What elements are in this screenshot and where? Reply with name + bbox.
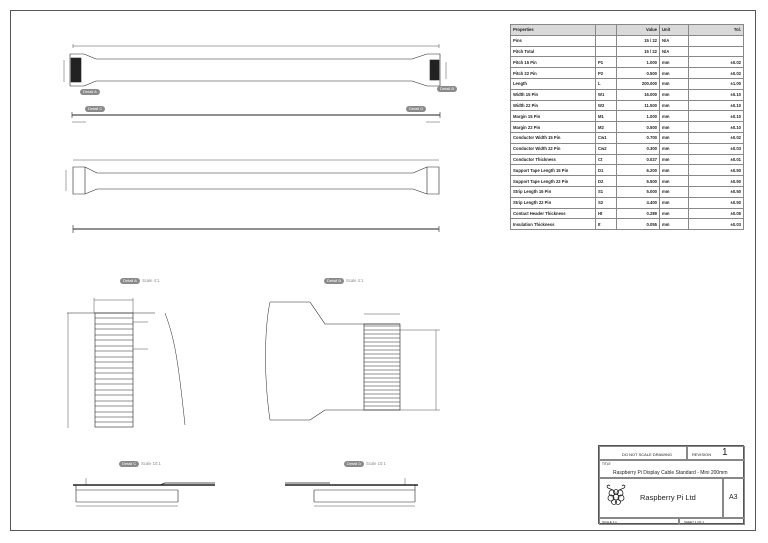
detail-d-drawing <box>285 478 418 506</box>
table-row <box>511 46 744 57</box>
cell-sym: L <box>596 78 617 89</box>
cell-unit: N/A <box>660 35 689 46</box>
cell-value: 6.200 <box>617 165 660 176</box>
cell-name: Support Tape Length 22 Pin <box>511 176 596 187</box>
table-row <box>511 89 744 100</box>
cell-name: Strip Length 15 Pin <box>511 186 596 197</box>
paper-size: A3 <box>729 494 738 501</box>
cell-sym <box>596 35 617 46</box>
cell-value: 15 / 22 <box>617 35 660 46</box>
detail-a-drawing <box>67 298 185 428</box>
header-tol: Tol. <box>689 25 744 36</box>
cell-unit: mm <box>660 68 689 79</box>
scale-text: SCALE 1:1 <box>602 520 617 524</box>
cell-value: 5.000 <box>617 186 660 197</box>
table-row <box>511 132 744 143</box>
cell-name: Conductor Thickness <box>511 154 596 165</box>
cell-sym: P1 <box>596 57 617 68</box>
cell-sym: Cw1 <box>596 132 617 143</box>
header-unit: Unit <box>660 25 689 36</box>
properties-table <box>510 24 744 230</box>
cell-tol: ±0.50 <box>689 186 744 197</box>
cell-name: Width 15 Pin <box>511 89 596 100</box>
cell-value: 200.000 <box>617 78 660 89</box>
table-row <box>511 186 744 197</box>
cell-unit: N/A <box>660 46 689 57</box>
detail-d-marker[interactable]: Detail D <box>406 106 426 112</box>
cell-name: Margin 22 Pin <box>511 122 596 133</box>
table-row <box>511 100 744 111</box>
cell-name: Conductor Width 15 Pin <box>511 132 596 143</box>
cell-unit: mm <box>660 57 689 68</box>
detail-b-scale: Scale 4:1 <box>346 278 364 283</box>
cell-name: Pitch 15 Pin <box>511 57 596 68</box>
cell-sym: S1 <box>596 186 617 197</box>
header-symbol <box>596 25 617 36</box>
title-block <box>598 445 744 524</box>
cell-unit: mm <box>660 154 689 165</box>
cell-unit: mm <box>660 208 689 219</box>
connector-15pin-left <box>71 58 81 82</box>
cell-sym: Cw2 <box>596 143 617 154</box>
cell-tol: ±0.02 <box>689 68 744 79</box>
cell-name: Pitch Total <box>511 46 596 57</box>
cell-sym: W1 <box>596 89 617 100</box>
cell-value: 16.000 <box>617 89 660 100</box>
cell-unit: mm <box>660 132 689 143</box>
cell-name: Contact Header Thickness <box>511 208 596 219</box>
detail-a-marker[interactable]: Detail A <box>80 89 100 95</box>
cell-tol: ±0.03 <box>689 219 744 230</box>
cell-tol: ±0.05 <box>689 208 744 219</box>
cell-sym: W2 <box>596 100 617 111</box>
cell-value: 0.300 <box>617 143 660 154</box>
cell-name: Conductor Width 22 Pin <box>511 143 596 154</box>
cell-value: 0.500 <box>617 122 660 133</box>
cell-tol <box>689 46 744 57</box>
cell-tol: ±0.03 <box>689 143 744 154</box>
cell-unit: mm <box>660 197 689 208</box>
cell-sym: S2 <box>596 197 617 208</box>
cell-sym: P2 <box>596 68 617 79</box>
cell-value: 0.055 <box>617 219 660 230</box>
cable-bottom-view <box>73 167 439 194</box>
cell-tol: ±0.50 <box>689 197 744 208</box>
detail-d-title: Detail D <box>344 461 364 467</box>
cell-sym: Ct <box>596 154 617 165</box>
cell-value: 11.500 <box>617 100 660 111</box>
detail-b-drawing <box>266 302 441 420</box>
cell-value: 0.700 <box>617 132 660 143</box>
revision-label: REVISION <box>692 452 712 457</box>
table-row <box>511 122 744 133</box>
cell-unit: mm <box>660 78 689 89</box>
cell-value: 1.000 <box>617 111 660 122</box>
cell-sym: Ht <box>596 208 617 219</box>
cell-name: Pitch 22 Pin <box>511 68 596 79</box>
cell-tol: ±0.01 <box>689 154 744 165</box>
table-row <box>511 111 744 122</box>
cell-unit: mm <box>660 176 689 187</box>
sheet-text: SHEET 1 OF 1 <box>684 520 704 524</box>
header-property: Properties <box>511 25 596 36</box>
properties-header-row <box>511 25 744 36</box>
properties-body <box>511 35 744 229</box>
header-value: Value <box>617 25 660 36</box>
cell-name: Strip Length 22 Pin <box>511 197 596 208</box>
cell-tol: ±1.00 <box>689 78 744 89</box>
title-label: TITLE <box>602 462 611 466</box>
cell-unit: mm <box>660 143 689 154</box>
table-row <box>511 176 744 187</box>
table-row <box>511 165 744 176</box>
detail-c-scale: Scale 10:1 <box>141 461 161 466</box>
cell-name: Margin 15 Pin <box>511 111 596 122</box>
cell-unit: mm <box>660 89 689 100</box>
cell-sym: D1 <box>596 165 617 176</box>
detail-c-drawing <box>73 478 215 506</box>
cell-value: 0.027 <box>617 154 660 165</box>
detail-d-scale: Scale 10:1 <box>366 461 386 466</box>
cell-name: Pins <box>511 35 596 46</box>
cell-unit: mm <box>660 111 689 122</box>
drawing-title: Raspberry Pi Display Cable Standard - Mini 200mm <box>613 470 728 476</box>
cell-value: 5.500 <box>617 176 660 187</box>
cell-tol: ±0.10 <box>689 89 744 100</box>
cell-tol: ±0.50 <box>689 176 744 187</box>
cell-unit: mm <box>660 165 689 176</box>
cell-tol: ±0.02 <box>689 132 744 143</box>
cell-name: Width 22 Pin <box>511 100 596 111</box>
cell-value: 0.500 <box>617 68 660 79</box>
do-not-scale-notice: DO NOT SCALE DRAWING <box>622 452 673 457</box>
cell-value: 0.289 <box>617 208 660 219</box>
cell-tol: ±0.10 <box>689 100 744 111</box>
table-row <box>511 68 744 79</box>
cell-unit: mm <box>660 100 689 111</box>
connector-22pin-right <box>430 60 439 80</box>
detail-b-title: Detail B <box>324 278 344 284</box>
table-row <box>511 57 744 68</box>
cell-tol: ±0.10 <box>689 122 744 133</box>
cell-value: 15 / 22 <box>617 46 660 57</box>
cell-unit: mm <box>660 122 689 133</box>
cell-sym <box>596 46 617 57</box>
cell-unit: mm <box>660 219 689 230</box>
detail-c-marker[interactable]: Detail C <box>85 106 105 112</box>
table-row <box>511 197 744 208</box>
cell-name: Length <box>511 78 596 89</box>
detail-b-marker[interactable]: Detail B <box>437 86 457 92</box>
cell-sym: M1 <box>596 111 617 122</box>
table-row <box>511 78 744 89</box>
detail-a-title: Detail A <box>120 278 140 284</box>
cell-tol: ±0.10 <box>689 111 744 122</box>
revision-number: 1 <box>722 447 728 458</box>
table-row <box>511 208 744 219</box>
cell-tol <box>689 35 744 46</box>
cell-value: 1.000 <box>617 57 660 68</box>
detail-c-title: Detail C <box>119 461 139 467</box>
cell-sym: It <box>596 219 617 230</box>
cell-sym: M2 <box>596 122 617 133</box>
detail-a-scale: Scale 4:1 <box>142 278 160 283</box>
company-name: Raspberry Pi Ltd <box>640 493 696 502</box>
table-row <box>511 35 744 46</box>
cell-sym: D2 <box>596 176 617 187</box>
table-row <box>511 219 744 230</box>
cell-name: Insulation Thickness <box>511 219 596 230</box>
cable-top-view <box>70 54 440 86</box>
cell-tol: ±0.50 <box>689 165 744 176</box>
table-row <box>511 143 744 154</box>
cell-tol: ±0.02 <box>689 57 744 68</box>
cell-name: Support Tape Length 15 Pin <box>511 165 596 176</box>
cell-unit: mm <box>660 186 689 197</box>
table-row <box>511 154 744 165</box>
cell-value: 4.400 <box>617 197 660 208</box>
